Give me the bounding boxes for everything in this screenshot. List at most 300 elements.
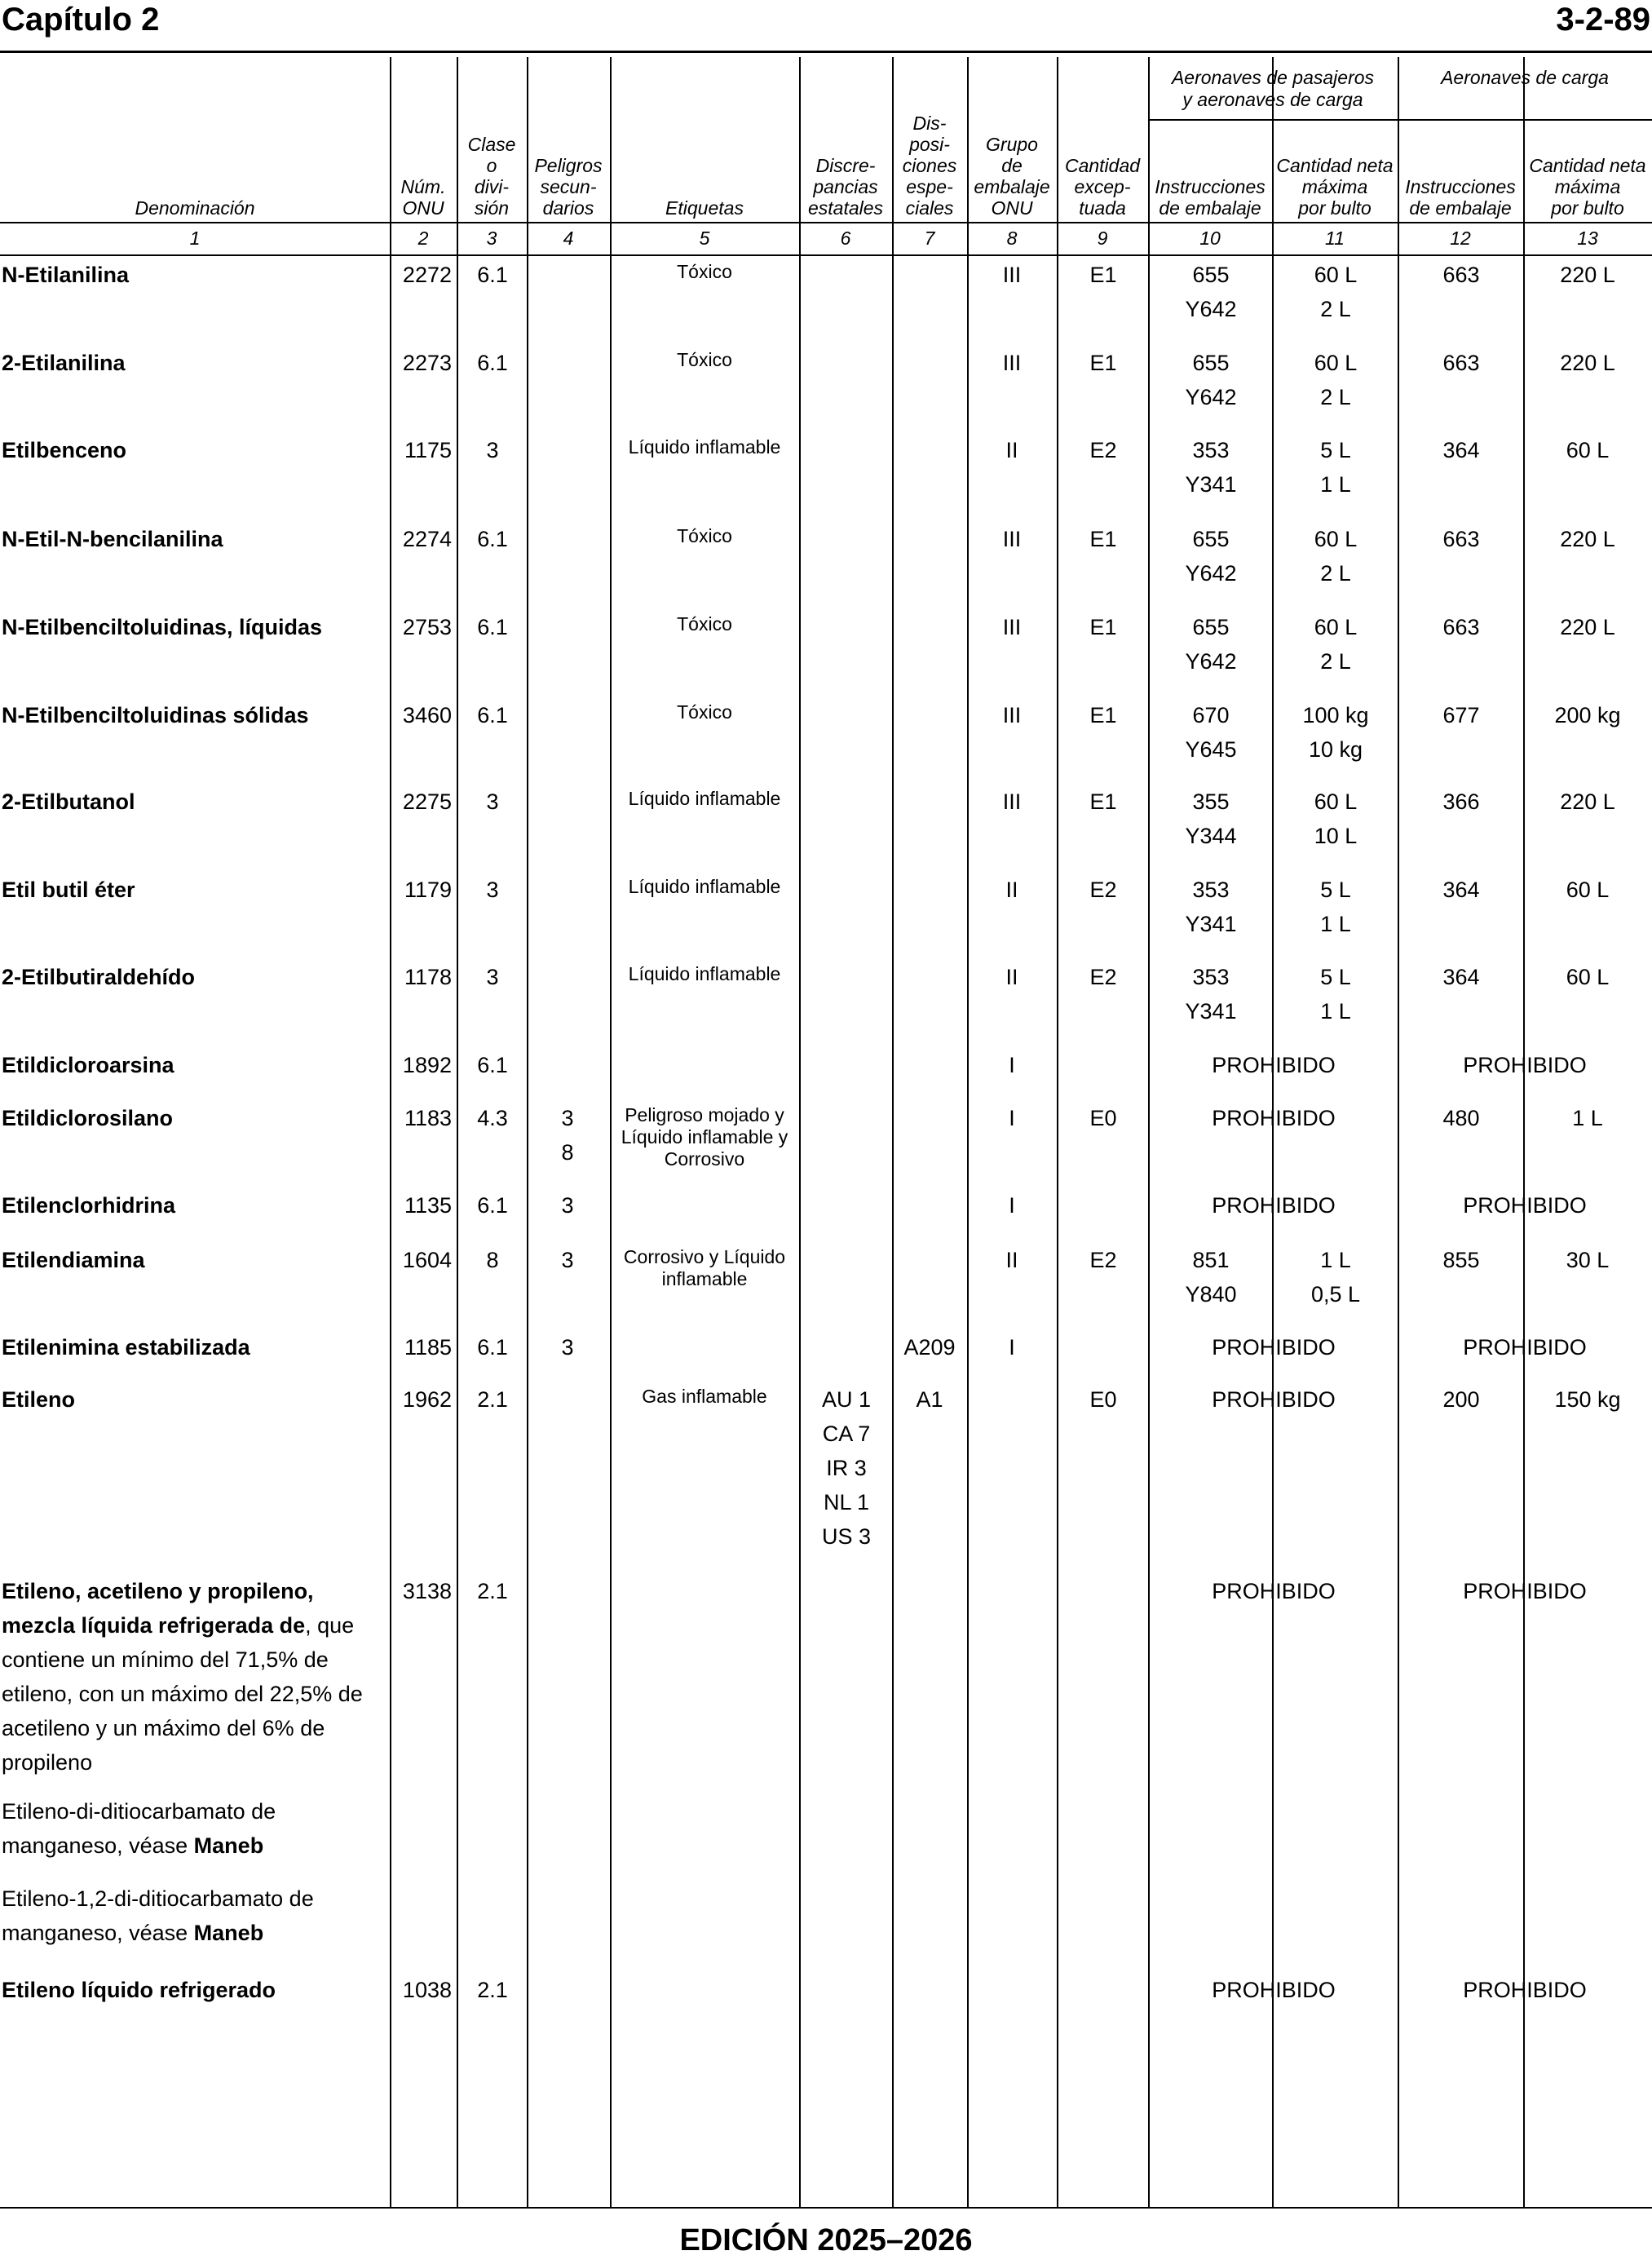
hazard-label: Líquido inflamable [628,963,781,984]
hazard-label: Tóxico [677,261,732,282]
class-division: 6.1 [477,1335,508,1360]
passenger-max-quantity-line: 60 L [1314,789,1358,814]
passenger-max-quantity [1274,433,1398,502]
un-number: 1038 [402,1978,452,2002]
substance-name-rest: , que contiene un mínimo del 71,5% de etileno, con un máximo del 22,5% de acetileno y un máximo del 6% de propileno [2,1613,363,1775]
passenger-packing-instruction-line: 655 [1192,615,1230,639]
passenger-packing-instruction-line: 355 [1192,789,1230,814]
passenger-packing-instruction-line: Y344 [1185,824,1237,848]
passenger-max-quantity-line: 1 L [1320,999,1351,1024]
column-header-c8-line: Grupo [986,134,1038,155]
passenger-packing-instruction-line: Y645 [1185,737,1237,762]
excepted-quantity: E1 [1089,789,1117,814]
substance-name [2,1048,385,1082]
substance-name [2,258,385,292]
packing-group: I [1009,1193,1015,1218]
un-number: 2753 [402,615,452,639]
column-number: 8 [1006,228,1018,249]
passenger-max-quantity-line: 1 L [1320,1248,1351,1272]
passenger-max-quantity-line: 2 L [1320,561,1351,586]
substance-name-text: Etilenclorhidrina [2,1193,176,1218]
column-header-c3-line: o [486,155,497,176]
substance-name [2,873,385,907]
packing-group: III [1002,615,1022,639]
cargo-max-quantity: 150 kg [1554,1387,1621,1412]
substance-name-text: Etildicloroarsina [2,1053,174,1077]
hazard-label: Líquido inflamable [628,788,781,809]
passenger-packing-instruction-line: 655 [1192,351,1230,375]
substance-name [2,1574,385,1780]
passenger-prohibited: PROHIBIDO [1212,1106,1336,1130]
substance-name-plain: Etileno-di-ditiocarbamato de manganeso, véase [2,1799,276,1858]
cargo-prohibited: PROHIBIDO [1463,1193,1587,1218]
class-division: 6.1 [477,527,508,551]
column-number: 10 [1199,228,1221,249]
passenger-max-quantity [1274,873,1398,941]
un-number: 1185 [404,1335,452,1360]
column-header-c9-line: excep- [1074,176,1131,197]
column-number: 11 [1325,228,1345,249]
header-rule [0,51,1652,53]
subsidiary-hazards [527,1330,608,1364]
subsidiary-hazards [527,1188,608,1223]
cargo-aircraft-heading [1399,67,1650,89]
cargo-max-quantity: 220 L [1560,789,1615,814]
column-header-c11-line: por bulto [1298,197,1372,219]
substance-name [2,1882,385,1950]
substance-name [2,785,385,819]
column-header-c9-line: tuada [1079,197,1126,219]
substance-name-bold: Etileno, acetileno y propileno, mezcla líquida refrigerada de [2,1579,314,1638]
substance-name-text: 2-Etilanilina [2,351,126,375]
table-bottom-rule [0,2207,1652,2209]
passenger-packing-instruction-line: Y642 [1185,561,1237,586]
cargo-packing-instruction: 364 [1442,878,1480,902]
hazard-label: Tóxico [677,525,732,546]
passenger-heading-line: y aeronaves de carga [1182,89,1363,110]
passenger-packing-instruction-line: Y840 [1185,1282,1237,1307]
column-divider [892,57,894,2207]
class-division: 2.1 [477,1579,508,1603]
class-division: 6.1 [477,351,508,375]
packing-group: II [1005,965,1018,989]
see-reference: Maneb [193,1921,264,1945]
passenger-packing-instruction [1150,785,1272,853]
substance-name [2,698,385,732]
class-division: 3 [486,789,499,814]
un-number: 2275 [402,789,452,814]
passenger-packing-instruction-line: Y341 [1185,999,1237,1024]
column-header-c7 [892,62,967,219]
subsidiary-hazards-line: 3 [561,1248,574,1272]
column-header-c10 [1148,122,1272,219]
cargo-packing-instruction: 663 [1442,351,1480,375]
passenger-packing-instruction [1150,433,1272,502]
passenger-packing-instruction [1150,1243,1272,1311]
passenger-max-quantity-line: 10 L [1314,824,1358,848]
passenger-packing-instruction-line: Y642 [1185,385,1237,409]
column-header-c11 [1272,122,1398,219]
cargo-max-quantity: 60 L [1566,438,1610,462]
excepted-quantity: E1 [1089,263,1117,287]
column-header-c13-line: máxima [1554,176,1621,197]
substance-name [2,1188,385,1223]
class-division: 3 [486,965,499,989]
column-number: 5 [699,228,710,249]
passenger-packing-instruction [1150,522,1272,590]
column-header-c4-line: Peligros [534,155,603,176]
column-header-c10-line: Instrucciones [1155,176,1266,197]
passenger-prohibited: PROHIBIDO [1212,1387,1336,1412]
column-number: 13 [1577,228,1598,249]
column-number-rule-bottom [0,254,1652,256]
column-header-c1 [0,62,390,219]
column-header-c2-line: ONU [402,197,444,219]
page-number: 3-2-89 [1556,2,1650,38]
column-header-c1-line: Denominación [135,197,255,219]
substance-name [2,1330,385,1364]
column-header-c7-line: ciales [905,197,954,219]
passenger-max-quantity-line: 2 L [1320,385,1351,409]
column-header-c9 [1057,62,1148,219]
subsidiary-hazards [527,1101,608,1170]
class-division: 2.1 [477,1387,508,1412]
cargo-prohibited: PROHIBIDO [1463,1335,1587,1360]
passenger-max-quantity-line: 2 L [1320,649,1351,674]
page-header [0,0,1652,52]
hazard-label: Tóxico [677,701,732,723]
column-header-c6-line: Discre- [815,155,876,176]
column-divider [799,57,801,2207]
packing-group: III [1002,789,1022,814]
column-number: 2 [417,228,429,249]
column-header-c8-line: de [1001,155,1023,176]
un-number: 1135 [404,1193,452,1218]
passenger-prohibited: PROHIBIDO [1212,1978,1336,2002]
un-number: 2272 [402,263,452,287]
passenger-max-quantity-line: 60 L [1314,615,1358,639]
passenger-max-quantity-line: 1 L [1320,912,1351,936]
column-number: 3 [486,228,497,249]
cargo-max-quantity: 200 kg [1554,703,1621,727]
passenger-packing-instruction-line: 851 [1192,1248,1230,1272]
substance-name [2,610,385,644]
state-variations [801,1382,892,1554]
packing-group: II [1005,878,1018,902]
passenger-max-quantity-line: 10 kg [1308,737,1363,762]
passenger-prohibited: PROHIBIDO [1212,1579,1336,1603]
substance-name [2,960,385,994]
cargo-max-quantity: 1 L [1572,1106,1603,1130]
passenger-max-quantity-line: 60 L [1314,351,1358,375]
un-number: 1178 [404,965,452,989]
column-header-c5 [610,62,799,219]
column-header-c6 [799,62,892,219]
passenger-max-quantity-line: 2 L [1320,297,1351,321]
passenger-packing-instruction-line: 353 [1192,965,1230,989]
cargo-max-quantity: 60 L [1566,878,1610,902]
column-header-c3-line: divi- [474,176,510,197]
passenger-packing-instruction-line: Y642 [1185,649,1237,674]
un-number: 3460 [402,703,452,727]
passenger-max-quantity [1274,785,1398,853]
column-header-c3 [457,62,527,219]
column-header-c11-line: máxima [1301,176,1368,197]
passenger-packing-instruction-line: 655 [1192,263,1230,287]
column-header-c13-line: Cantidad neta [1529,155,1646,176]
subsidiary-hazards-line: 3 [561,1106,574,1130]
cargo-max-quantity: 30 L [1566,1248,1610,1272]
excepted-quantity: E1 [1089,351,1117,375]
substance-name [2,1973,385,2007]
class-division: 6.1 [477,263,508,287]
cargo-packing-instruction: 364 [1442,438,1480,462]
cargo-packing-instruction: 677 [1442,703,1480,727]
hazard-label: Corrosivo y Líquido inflamable [623,1246,786,1289]
subsidiary-hazards-line: 3 [561,1335,574,1360]
column-header-c6-line: pancias [813,176,878,197]
passenger-max-quantity-line: 0,5 L [1310,1282,1361,1307]
column-header-c7-line: ciones [902,155,957,176]
column-number: 4 [563,228,574,249]
class-division: 4.3 [477,1106,508,1130]
column-header-c13 [1523,122,1652,219]
passenger-packing-instruction [1150,698,1272,767]
un-number: 1962 [402,1387,452,1412]
packing-group: I [1009,1335,1015,1360]
column-number: 6 [840,228,851,249]
passenger-packing-instruction [1150,873,1272,941]
passenger-packing-instruction [1150,258,1272,326]
subsidiary-hazards [527,1243,608,1277]
state-variations-line: NL 1 [823,1490,870,1514]
excepted-quantity: E0 [1089,1387,1117,1412]
column-header-c10-line: de embalaje [1159,197,1261,219]
hazard-label: Líquido inflamable [628,436,781,458]
passenger-max-quantity [1274,610,1398,679]
hazard-label: Líquido inflamable [628,876,781,897]
passenger-aircraft-heading [1150,67,1396,111]
group-heading-rule [1148,119,1652,121]
packing-group: III [1002,703,1022,727]
excepted-quantity: E1 [1089,703,1117,727]
substance-name-text: N-Etilanilina [2,263,130,287]
substance-name-text: N-Etilbenciltoluidinas, líquidas [2,615,323,639]
cargo-max-quantity: 220 L [1560,351,1615,375]
cargo-max-quantity: 220 L [1560,263,1615,287]
state-variations-line: AU 1 [821,1387,872,1412]
packing-group: III [1002,351,1022,375]
packing-group: III [1002,263,1022,287]
subsidiary-hazards-line: 3 [561,1193,574,1218]
class-division: 6.1 [477,1053,508,1077]
state-variations-line: US 3 [821,1524,872,1549]
excepted-quantity: E2 [1089,1248,1117,1272]
excepted-quantity: E2 [1089,878,1117,902]
state-variations-line: CA 7 [822,1422,871,1446]
cargo-prohibited: PROHIBIDO [1463,1978,1587,2002]
substance-name [2,1243,385,1277]
class-division: 6.1 [477,703,508,727]
column-header-c7-line: espe- [906,176,953,197]
passenger-max-quantity [1274,522,1398,590]
passenger-max-quantity [1274,960,1398,1028]
class-division: 6.1 [477,615,508,639]
class-division: 3 [486,438,499,462]
cargo-packing-instruction: 663 [1442,527,1480,551]
special-provisions: A209 [903,1335,956,1360]
column-header-c2-line: Núm. [400,176,446,197]
substance-name-text: Etileno líquido refrigerado [2,1978,276,2002]
edition-footer: EDICIÓN 2025–2026 [679,2223,973,2257]
cargo-max-quantity: 220 L [1560,527,1615,551]
cargo-packing-instruction: 480 [1442,1106,1480,1130]
passenger-heading-line: Aeronaves de pasajeros [1171,67,1375,88]
passenger-max-quantity [1274,346,1398,414]
excepted-quantity: E1 [1089,615,1117,639]
cargo-heading-line: Aeronaves de carga [1441,67,1609,88]
column-header-c3-line: sión [474,197,510,219]
column-header-c8-line: ONU [991,197,1033,219]
hazard-label: Tóxico [677,613,732,635]
column-number: 7 [924,228,935,249]
un-number: 1892 [402,1053,452,1077]
cargo-packing-instruction: 855 [1442,1248,1480,1272]
cargo-packing-instruction: 200 [1442,1387,1480,1412]
state-variations-line: IR 3 [826,1456,867,1480]
column-header-c7-line: Dis- [912,113,947,134]
substance-name-text: Etil butil éter [2,878,135,902]
un-number: 1179 [404,878,452,902]
passenger-max-quantity [1274,698,1398,767]
packing-group: I [1009,1106,1015,1130]
packing-group: I [1009,1053,1015,1077]
class-division: 3 [486,878,499,902]
passenger-max-quantity-line: 5 L [1320,438,1351,462]
substance-name [2,433,385,467]
excepted-quantity: E2 [1089,438,1117,462]
substance-name-text: Etileno [2,1387,76,1412]
substance-name [2,346,385,380]
passenger-max-quantity-line: 5 L [1320,965,1351,989]
column-header-c2 [390,62,457,219]
substance-name [2,522,385,556]
passenger-packing-instruction [1150,960,1272,1028]
passenger-packing-instruction-line: Y341 [1185,472,1237,497]
column-number-rule-top [0,222,1652,223]
substance-name [2,1101,385,1135]
substance-name [2,1794,385,1863]
excepted-quantity: E1 [1089,527,1117,551]
cargo-prohibited: PROHIBIDO [1463,1053,1587,1077]
cargo-packing-instruction: 364 [1442,965,1480,989]
passenger-max-quantity-line: 100 kg [1302,703,1369,727]
substance-name-text: N-Etilbenciltoluidinas sólidas [2,703,309,727]
hazard-label: Tóxico [677,349,732,370]
column-header-c4-line: darios [542,197,594,219]
class-division: 8 [486,1248,499,1272]
hazard-label: Gas inflamable [642,1386,767,1407]
passenger-packing-instruction-line: Y642 [1185,297,1237,321]
passenger-max-quantity-line: 60 L [1314,527,1358,551]
packing-group: III [1002,527,1022,551]
cargo-prohibited: PROHIBIDO [1463,1579,1587,1603]
cargo-max-quantity: 60 L [1566,965,1610,989]
column-header-c11-line: Cantidad neta [1276,155,1394,176]
un-number: 3138 [402,1579,452,1603]
substance-name-text: Etilbenceno [2,438,127,462]
passenger-max-quantity-line: 5 L [1320,878,1351,902]
un-number: 1175 [404,438,452,462]
passenger-packing-instruction-line: 670 [1192,703,1230,727]
column-header-c13-line: por bulto [1551,197,1624,219]
passenger-prohibited: PROHIBIDO [1212,1335,1336,1360]
substance-name-text: Etilendiamina [2,1248,145,1272]
passenger-prohibited: PROHIBIDO [1212,1053,1336,1077]
passenger-packing-instruction [1150,346,1272,414]
passenger-max-quantity [1274,1243,1398,1311]
passenger-max-quantity [1274,258,1398,326]
column-header-c6-line: estatales [807,197,884,219]
substance-name-text: Etildiclorosilano [2,1106,174,1130]
column-header-c8 [967,62,1057,219]
substance-name-text: Etilenimina estabilizada [2,1335,250,1360]
substance-name-plain: Etileno-1,2-di-ditiocarbamato de manganeso, véase [2,1886,314,1945]
cargo-packing-instruction: 663 [1442,263,1480,287]
class-division: 6.1 [477,1193,508,1218]
passenger-packing-instruction-line: 655 [1192,527,1230,551]
un-number: 2273 [402,351,452,375]
column-number: 12 [1450,228,1471,249]
column-header-c12-line: Instrucciones [1405,176,1516,197]
class-division: 2.1 [477,1978,508,2002]
see-reference: Maneb [193,1833,264,1858]
cargo-max-quantity: 220 L [1560,615,1615,639]
passenger-packing-instruction-line: Y341 [1185,912,1237,936]
substance-name [2,1382,385,1417]
hazard-label: Peligroso mojado y Líquido inflamable y Corrosivo [621,1104,788,1170]
substance-name-text: N-Etil-N-bencilanilina [2,527,223,551]
special-provisions: A1 [916,1387,943,1412]
cargo-packing-instruction: 366 [1442,789,1480,814]
cargo-packing-instruction: 663 [1442,615,1480,639]
passenger-packing-instruction-line: 353 [1192,438,1230,462]
column-header-c8-line: embalaje [974,176,1050,197]
passenger-packing-instruction [1150,610,1272,679]
packing-group: II [1005,1248,1018,1272]
substance-name-text: 2-Etilbutanol [2,789,135,814]
column-number: 9 [1097,228,1108,249]
column-header-c12 [1398,122,1523,219]
column-header-c5-line: Etiquetas [665,197,744,219]
passenger-packing-instruction-line: 353 [1192,878,1230,902]
excepted-quantity: E2 [1089,965,1117,989]
chapter-title: Capítulo 2 [2,2,160,38]
column-header-c4-line: secun- [540,176,597,197]
subsidiary-hazards-line: 8 [561,1140,574,1165]
column-header-c12-line: de embalaje [1409,197,1512,219]
passenger-max-quantity-line: 60 L [1314,263,1358,287]
column-number: 1 [189,228,201,249]
passenger-max-quantity-line: 1 L [1320,472,1351,497]
un-number: 2274 [402,527,452,551]
excepted-quantity: E0 [1089,1106,1117,1130]
un-number: 1183 [404,1106,452,1130]
column-header-c7-line: posi- [909,134,950,155]
column-header-c9-line: Cantidad [1064,155,1141,176]
un-number: 1604 [402,1248,452,1272]
passenger-prohibited: PROHIBIDO [1212,1193,1336,1218]
